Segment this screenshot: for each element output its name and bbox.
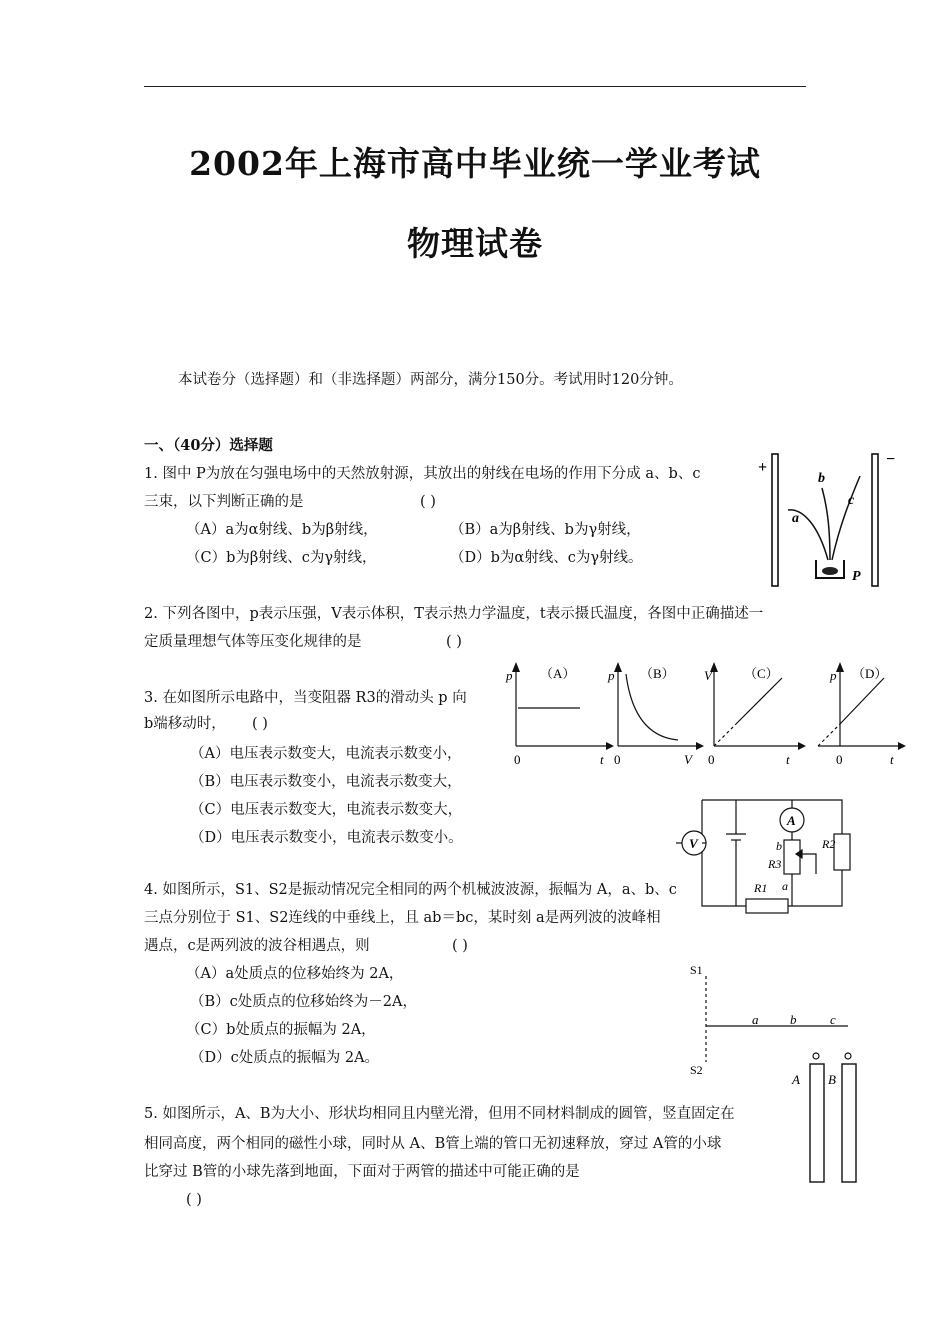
fig1-source xyxy=(822,567,838,575)
q4-line2: 三点分别位于 S1、S2连线的中垂线上，且 ab＝bc，某时刻 a是两列波的波峰相 xyxy=(144,910,661,926)
page-subtitle: 物理试卷 xyxy=(407,224,543,263)
ball-a xyxy=(813,1053,819,1059)
fig1-plate-left xyxy=(772,454,778,586)
fig4-point-b: b xyxy=(790,1012,797,1027)
tube-a xyxy=(810,1064,824,1182)
fig1-plate-right xyxy=(872,454,878,586)
graph-b xyxy=(607,662,704,767)
graph-d-origin: 0 xyxy=(836,752,843,767)
fig1-minus-label: − xyxy=(886,452,896,468)
graph-a-ylabel: p xyxy=(506,668,513,683)
section-heading: 一、（40分）选择题 xyxy=(144,437,273,454)
q3-option-a: （A）电压表示数变大，电流表示数变小， xyxy=(190,746,462,762)
graph-c-line xyxy=(736,678,782,724)
graph-c-ylabel: V xyxy=(704,668,712,683)
q2-answer-blank: ( ) xyxy=(446,634,462,650)
ammeter-label: A xyxy=(787,813,796,828)
q3-answer-blank: ( ) xyxy=(252,716,268,732)
q1-option-a: （A）a为α射线、b为β射线， xyxy=(186,522,378,538)
fig4-point-c: c xyxy=(830,1012,836,1027)
graph-b-xlabel: V xyxy=(684,752,692,767)
q4-option-b: （B）c处质点的位移始终为－2A， xyxy=(190,994,417,1010)
q5-tubes-figure xyxy=(786,1048,866,1186)
graph-c-origin: 0 xyxy=(708,752,715,767)
q1-field-figure xyxy=(752,452,902,590)
q2-graphs-figure xyxy=(500,660,910,770)
graph-d-xlabel: t xyxy=(890,752,894,767)
graph-b-ylabel: p xyxy=(608,668,615,683)
q3-circuit-figure xyxy=(676,794,866,920)
graph-a-label: （A） xyxy=(540,666,576,681)
graph-a-xlabel: t xyxy=(600,752,604,767)
fig4-s2-label: S2 xyxy=(690,1063,703,1077)
intro-text: 本试卷分（选择题）和（非选择题）两部分，满分150分。考试用时120分钟。 xyxy=(178,372,683,388)
circuit-a-label: a xyxy=(782,879,788,893)
top-rule xyxy=(144,86,806,87)
q4-option-c: （C）b处质点的振幅为 2A， xyxy=(186,1022,376,1038)
tube-b-label: B xyxy=(828,1072,836,1087)
graph-d-line xyxy=(840,678,884,724)
fig1-plus-label: + xyxy=(758,459,768,476)
q1-line2: 三束，以下判断正确的是 xyxy=(144,494,304,510)
q4-option-d: （D）c处质点的振幅为 2A。 xyxy=(190,1050,380,1066)
q1-line1: 1. 图中 P为放在匀强电场中的天然放射源，其放出的射线在电场的作用下分成 a、b、c xyxy=(144,466,701,482)
q1-option-d: （D）b为α射线、c为γ射线。 xyxy=(450,550,643,566)
q4-line3: 遇点，c是两列波的波谷相遇点，则 xyxy=(144,938,370,954)
graph-d-ylabel: p xyxy=(830,668,837,683)
tube-b xyxy=(842,1064,856,1182)
q4-line1: 4. 如图所示，S1、S2是振动情况完全相同的两个机械波波源，振幅为 A，a、b、c xyxy=(144,882,677,898)
q3-line2: b端移动时， xyxy=(144,716,226,732)
r1-label: R1 xyxy=(754,881,768,895)
fig1-ray-c xyxy=(832,476,860,560)
graph-d xyxy=(818,662,906,767)
fig1-label-c: c xyxy=(848,493,855,508)
q1-option-c: （C）b为β射线、c为γ射线， xyxy=(186,550,377,566)
graph-d-label: （D） xyxy=(852,666,888,681)
q2-line2: 定质量理想气体等压变化规律的是 xyxy=(144,634,362,650)
fig1-label-p: P xyxy=(852,569,861,584)
graph-a xyxy=(505,662,614,767)
graph-c-xlabel: t xyxy=(786,752,790,767)
tube-a-label: A xyxy=(792,1072,800,1087)
voltmeter-label: V xyxy=(689,836,698,851)
q3-option-c: （C）电压表示数变大，电流表示数变大， xyxy=(190,802,463,818)
q5-line2: 相同高度，两个相同的磁性小球，同时从 A、B管上端的管口无初速释放，穿过 A管的小球 xyxy=(144,1136,722,1152)
q1-option-b: （B）a为β射线、b为γ射线， xyxy=(450,522,641,538)
q3-option-d: （D）电压表示数变小，电流表示数变小。 xyxy=(190,830,463,846)
fig4-s1-label: S1 xyxy=(690,963,703,977)
graph-a-origin: 0 xyxy=(514,752,521,767)
fig4-point-a: a xyxy=(752,1012,759,1027)
circuit-b-label: b xyxy=(776,839,782,853)
graph-c-label: （C） xyxy=(744,666,779,681)
graph-b-curve xyxy=(626,674,678,740)
q2-line1: 2. 下列各图中，p表示压强，V表示体积，T表示热力学温度，t表示摄氏温度，各图中正确描述一 xyxy=(144,606,764,622)
q1-answer-blank: ( ) xyxy=(420,494,436,510)
graph-c xyxy=(704,662,806,767)
fig1-label-b: b xyxy=(818,471,825,486)
graph-b-label: （B） xyxy=(640,666,675,681)
q5-line3: 比穿过 B管的小球先落到地面，下面对于两管的描述中可能正确的是 xyxy=(144,1164,580,1180)
q3-line1: 3. 在如图所示电路中，当变阻器 R3的滑动头 p 向 xyxy=(144,690,467,706)
r3-label: R3 xyxy=(768,857,782,871)
q5-answer-blank: ( ) xyxy=(186,1192,202,1208)
fig1-label-a: a xyxy=(792,511,799,526)
r2-label: R2 xyxy=(822,837,836,851)
q3-option-b: （B）电压表示数变小，电流表示数变大， xyxy=(190,774,462,790)
ball-b xyxy=(845,1053,851,1059)
q4-answer-blank: ( ) xyxy=(452,938,468,954)
graph-b-origin: 0 xyxy=(614,752,621,767)
fig1-ray-b xyxy=(822,488,830,560)
q5-line1: 5. 如图所示，A、B为大小、形状均相同且内壁光滑，但用不同材料制成的圆管，竖直固定在 xyxy=(144,1106,735,1122)
q4-option-a: （A）a处质点的位移始终为 2A， xyxy=(186,966,404,982)
page-title: 2002年上海市高中毕业统一学业考试 xyxy=(189,144,761,183)
